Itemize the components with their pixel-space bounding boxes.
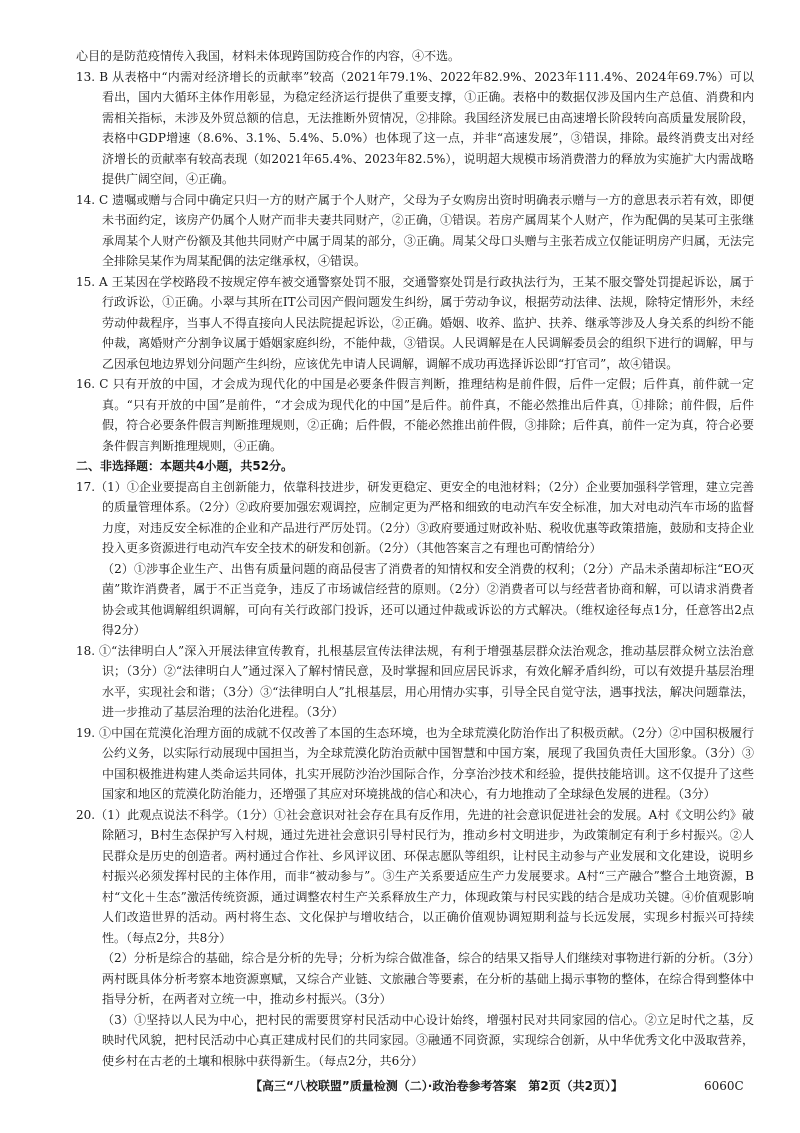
intro-line: 心目的是防范疫情传入我国，材料未体现跨国防疫合作的内容，④不选。 [76,49,461,63]
answer-17-part1: 17.（1）①企业要提高自主创新能力，依靠科技进步，研发更稳定、更安全的电池材料；（2分）企业要加强科学管理，建立完善的质量管理体系。（2分）②政府要加强宏观调控，应制定更为严格和细致的电动汽车安全标准，加大对电动汽车市场的监督力度，对违反安全标准的企业和产品进行严厉处罚。（2分）③政府要通过财政补贴、税收优惠等政策措施，鼓励和支持企业投入更多资源进行电动汽车安全技术的研发和创新。（2分）（其他答案言之有理也可酌情给分） [76,479,754,555]
answer-19: 19. ①中国在荒漠化治理方面的成就不仅改善了本国的生态环境，也为全球荒漠化防治作出了积极贡献。（2分）②中国积极履行公约义务，以实际行动展现中国担当，为全球荒漠化防治贡献中国智慧和中国方案，展现了我国负责任大国形象。（3分）③中国积极推进构建人类命运共同体，扎实开展防沙治沙国际合作，分享治沙技术和经验，提供技能培训。这不仅提升了这些国家和地区的荒漠化防治能力，还增强了其应对环境挑战的信心和决心，有力地推动了全球绿色发展的进程。（3分） [76,725,754,801]
answer-18: 18. ①“法律明白人”深入开展法律宣传教育，扎根基层宣传法律法规，有利于增强基层群众法治观念，推动基层群众树立法治意识；（3分）②“法律明白人”通过深入了解村情民意，及时掌握和回应居民诉求，有效化解矛盾纠纷，可以有效提升基层治理水平，实现社会和谐；（3分）③“法律明白人”扎根基层，用心用情办实事，引导全民自觉守法，遇事找法，解决问题靠法，进一步推动了基层治理的法治化进程。（3分） [76,643,754,719]
answer-20-part3: （3）①坚持以人民为中心，把村民的需要贯穿村民活动中心设计始终，增强村民对共同家园的信心。②立足时代之基，反映时代风貌，把村民活动中心真正建成村民们的共同家园。③融通不同资源，实现综合创新，从中华优秀文化中汲取营养，使乡村在古老的土壤和根脉中获得新生。（每点2分，共6分） [102,1012,754,1068]
answer-16: 16. C 只有开放的中国，才会成为现代化的中国是必要条件假言判断，推理结构是前件假，后件一定假；后件真，前件就一定真。“只有开放的中国”是前件，“才会成为现代化的中国”是后件。前件真，不能必然推出后件真，①排除；前件假，后件假，符合必要条件假言判断推理规则，②正确；后件假，不能必然推出前件假，③排除；后件真，前件一定为真，符合必要条件假言判断推理规则，④正确。 [76,377,754,453]
answer-20-part2: （2）分析是综合的基础，综合是分析的先导；分析为综合做准备，综合的结果又指导人们继续对事物进行新的分析。（3分）两村既具体分析考察本地资源禀赋，又综合产业链、文旅融合等要素，在分析的基础上揭示事物的整体，在综合得到整体中指导分析，在两者对立统一中，推动乡村振兴。（3分） [102,951,754,1006]
footer-title: 【高三“八校联盟”质量检测（二）·政治卷参考答案 第2页（共2页）】 [250,1079,624,1093]
section-heading-nonchoice: 二、非选择题：本题共4小题，共52分。 [76,459,294,473]
answer-13: 13. B 从表格中“内需对经济增长的贡献率”较高（2021年79.1%、2022年82.9%、2023年111.4%、2024年69.7%）可以看出，国内大循环主体作用彰显，为稳定经济运行提供了重要支撑，①正确。表格中的数据仅涉及国内生产总值、消费和内需相关指标，未涉及外贸总额的信息，无法推断外贸情况，②排除。我国经济发展已由高速增长阶段转向高质量发展阶段，表格中GDP增速（8.6%、3.1%、5.4%、5.0%）也体现了这一点，并非“高速发展”，③错误，排除。最终消费支出对经济增长的贡献率有较高表现（如2021年65.4%、2023年82.5%），说明超大规模市场消费潜力的释放为实施扩大内需战略提供广阔空间，④正确。 [76,69,754,186]
page-footer [0,1076,800,1096]
answer-14: 14. C 遗嘱或赠与合同中确定只归一方的财产属于个人财产，父母为子女购房出资时明确表示赠与一方的意思表示若有效，即便未书面约定，该房产仍属个人财产而非夫妻共同财产，②正确，①错误。若房产属周某个人财产，作为配偶的吴某可主张继承周某个人财产份额及其他共同财产中属于周某的部分，③正确。周某父母口头赠与主张若成立仅能证明房产归属，无法完全排除吴某作为周某配偶的法定继承权，④错误。 [76,192,754,268]
answer-15: 15. A 王某因在学校路段不按规定停车被交通警察处罚不服，交通警察处罚是行政执法行为，王某不服交警处罚提起诉讼，属于行政诉讼，①正确。小翠与其所在IT公司因产假问题发生纠纷，属于劳动争议，根据劳动法律、法规，除特定情形外，未经劳动仲裁程序，当事人不得直接向人民法院提起诉讼，②正确。婚姻、收养、监护、扶养、继承等涉及人身关系的纠纷不能仲裁，离婚财产分割争议属于婚姻家庭纠纷，不能仲裁，③错误。人民调解是在人民调解委员会的组织下进行的调解，甲与乙因承包地边界划分问题产生纠纷，应该优先申请人民调解，调解不成功再选择诉讼即“打官司”，故④错误。 [76,274,754,371]
answer-20-part1: 20.（1）此观点说法不科学。（1分）①社会意识对社会存在具有反作用，先进的社会意识促进社会的发展。A村《文明公约》破除陋习，B村生态保护写入村规，通过先进社会意识引导村民行为，推动乡村文明进步，为政策制定有利于乡村振兴。②人民群众是历史的创造者。两村通过合作社、乡风评议团、环保志愿队等组织，让村民主动参与产业发展和文化建设，说明乡村振兴必须发挥村民的主体作用，而非“被动参与”。③生产关系要适应生产力发展要求。A村“三产融合”整合土地资源，B村“文化＋生态”激活传统资源，通过调整农村生产关系释放生产力，体现政策与村民实践的结合是成功关键。④价值观影响人们改造世界的活动。两村将生态、文化保护与增收结合，以正确价值观协调短期利益与长远发展，实现乡村振兴可持续性。（每点2分，共8分） [76,807,754,945]
answer-17-part2: （2）①涉事企业生产、出售有质量问题的商品侵害了消费者的知情权和安全消费的权利；（2分）产品未杀菌却标注“EO灭菌”欺诈消费者，属于不正当竞争，违反了市场诚信经营的原则。（2分）②消费者可以与经营者协商和解，可以请求消费者协会或其他调解组织调解，可向有关行政部门投诉，还可以通过仲裁或诉讼的方式解决。（维权途径每点1分，任意答出2点得2分） [102,561,754,637]
footer-code: 6060C [704,1079,744,1093]
